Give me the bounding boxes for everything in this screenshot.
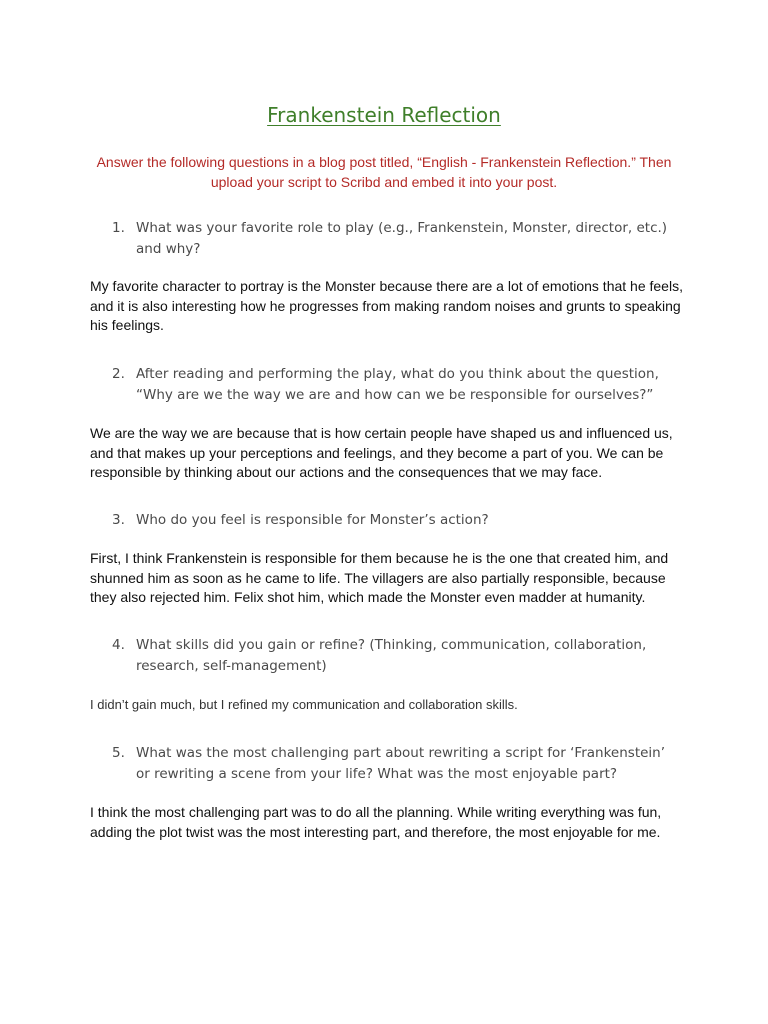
question-text: Who do you feel is responsible for Monster’s action? [136, 512, 489, 528]
question-1 [112, 218, 682, 260]
question-number: 2. [112, 366, 125, 382]
question-2 [112, 364, 682, 406]
answer-2: We are the way we are because that is how certain people have shaped us and influenced us, and that makes up your perceptions and feelings, and they become a part of you. We can be responsible by thinking about our actions and the consequences that we may face. [90, 425, 673, 480]
answer-4: I didn’t gain much, but I refined my communication and collaboration skills. [90, 697, 518, 712]
instructions-text: Answer the following questions in a blog post titled, “English - Frankenstein Reflection.” Then upload your script to Scribd and embed it into your post. [96, 154, 672, 190]
question-number: 4. [112, 637, 125, 653]
question-text: What was your favorite role to play (e.g., Frankenstein, Monster, director, etc.) and why? [136, 220, 668, 257]
question-number: 5. [112, 745, 125, 761]
answer-3: First, I think Frankenstein is responsible for them because he is the one that created him, and shunned him as soon as he came to life. The villagers are also partially responsible, because they also rejected him. Felix shot him, which made the Monster even madder at humanity. [90, 550, 669, 605]
document-title: Frankenstein Reflection [267, 103, 501, 127]
question-number: 1. [112, 220, 125, 236]
question-4 [112, 635, 682, 677]
question-text: What was the most challenging part about rewriting a script for ‘Frankenstein’ or rewriting a scene from your life? What was the most enjoyable part? [136, 745, 666, 782]
question-number: 3. [112, 512, 125, 528]
question-5 [112, 743, 682, 785]
question-text: After reading and performing the play, what do you think about the question, “Why are we the way we are and how can we be responsible for ourselves?” [136, 366, 659, 403]
question-3 [112, 510, 682, 531]
answer-1: My favorite character to portray is the Monster because there are a lot of emotions that he feels, and it is also interesting how he progresses from making random noises and grunts to speaking his feelings. [90, 278, 683, 333]
question-text: What skills did you gain or refine? (Thinking, communication, collaboration, research, self-management) [136, 637, 647, 674]
answer-5: I think the most challenging part was to do all the planning. While writing everything was fun, adding the plot twist was the most interesting part, and therefore, the most enjoyable for me. [90, 804, 662, 840]
